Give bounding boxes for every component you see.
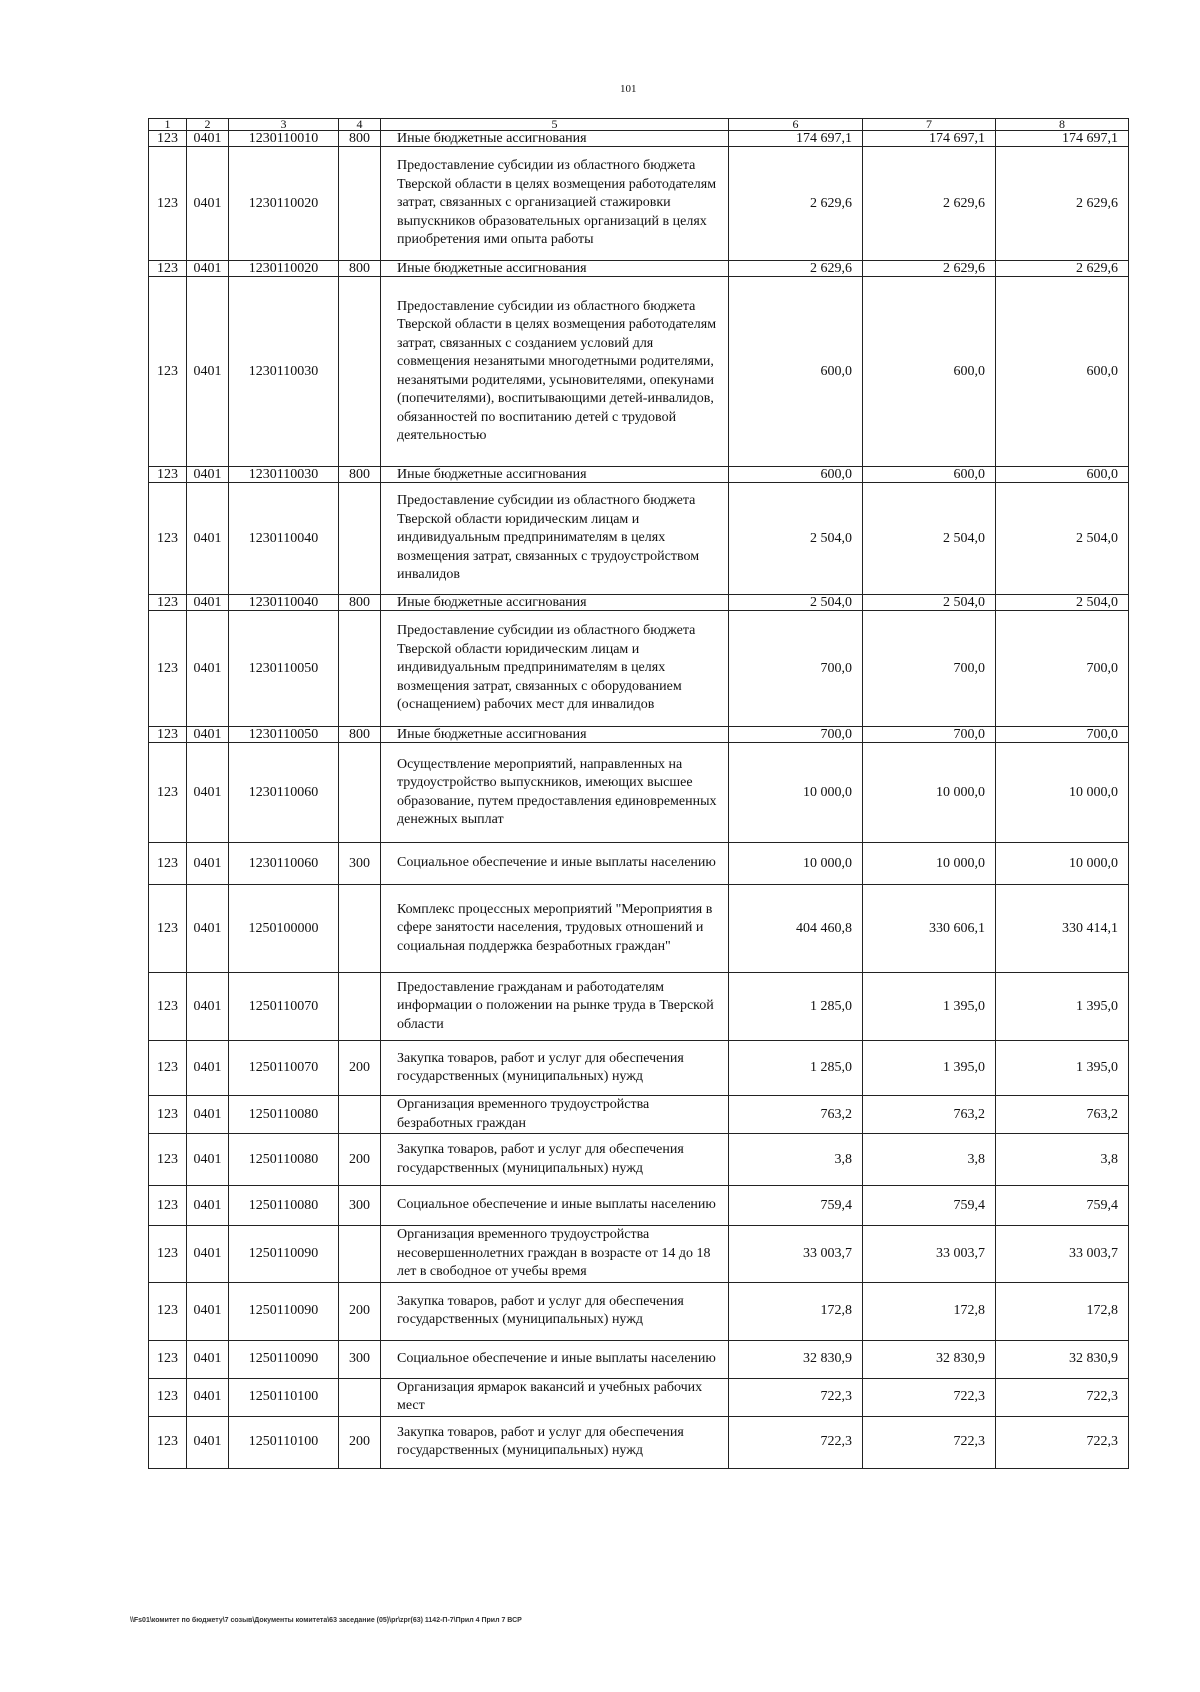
row-expense-type: 800 <box>339 595 381 611</box>
row-target-article: 1250110070 <box>229 1041 339 1096</box>
row-amount-year3: 2 629,6 <box>996 147 1129 261</box>
row-amount-year2: 759,4 <box>863 1186 996 1226</box>
row-target-article: 1250110080 <box>229 1186 339 1226</box>
row-amount-year2: 2 629,6 <box>863 147 996 261</box>
row-target-article: 1230110020 <box>229 147 339 261</box>
table-row <box>149 1226 1129 1283</box>
row-amount-year3: 700,0 <box>996 611 1129 727</box>
row-section-code: 0401 <box>187 277 229 467</box>
row-amount-year2: 700,0 <box>863 611 996 727</box>
row-amount-year3: 10 000,0 <box>996 743 1129 843</box>
row-expense-type: 300 <box>339 1186 381 1226</box>
row-amount-year3: 763,2 <box>996 1096 1129 1134</box>
row-section-code: 0401 <box>187 1226 229 1283</box>
col-header-2: 2 <box>187 119 229 131</box>
row-target-article: 1250110090 <box>229 1282 339 1340</box>
col-header-1: 1 <box>149 119 187 131</box>
row-target-article: 1230110050 <box>229 727 339 743</box>
row-description: Организация временного трудоустройства безработных граждан <box>381 1096 729 1134</box>
row-expense-type: 200 <box>339 1416 381 1468</box>
table-row <box>149 1041 1129 1096</box>
row-amount-year3: 330 414,1 <box>996 885 1129 973</box>
row-amount-year1: 174 697,1 <box>729 131 863 147</box>
row-gov-code: 123 <box>149 727 187 743</box>
table-row <box>149 1282 1129 1340</box>
row-expense-type: 200 <box>339 1282 381 1340</box>
row-section-code: 0401 <box>187 885 229 973</box>
row-amount-year2: 2 504,0 <box>863 595 996 611</box>
table-row <box>149 611 1129 727</box>
row-target-article: 1250110090 <box>229 1226 339 1283</box>
row-expense-type: 800 <box>339 727 381 743</box>
row-amount-year2: 600,0 <box>863 277 996 467</box>
row-amount-year2: 763,2 <box>863 1096 996 1134</box>
row-description: Предоставление субсидии из областного бюджета Тверской области в целях возмещения работодателям затрат, связанных с созданием условий для совмещения незанятыми многодетными родителями, незанятыми родителями, усыновителями, опекунами (попечителями), воспитывающими детей-инвалидов, обязанностей по воспитанию детей с трудовой деятельностью <box>381 277 729 467</box>
row-amount-year1: 759,4 <box>729 1186 863 1226</box>
row-amount-year2: 1 395,0 <box>863 1041 996 1096</box>
table-row <box>149 261 1129 277</box>
row-amount-year1: 722,3 <box>729 1416 863 1468</box>
row-amount-year1: 600,0 <box>729 277 863 467</box>
row-amount-year3: 2 504,0 <box>996 595 1129 611</box>
row-gov-code: 123 <box>149 147 187 261</box>
row-amount-year3: 2 629,6 <box>996 261 1129 277</box>
row-description: Комплекс процессных мероприятий "Мероприятия в сфере занятости населения, трудовых отношений и социальная поддержка безработных граждан" <box>381 885 729 973</box>
table-row <box>149 1134 1129 1186</box>
row-amount-year2: 1 395,0 <box>863 973 996 1041</box>
row-expense-type <box>339 743 381 843</box>
row-section-code: 0401 <box>187 843 229 885</box>
row-gov-code: 123 <box>149 483 187 595</box>
budget-table <box>148 118 1129 1469</box>
row-section-code: 0401 <box>187 1041 229 1096</box>
row-amount-year2: 330 606,1 <box>863 885 996 973</box>
row-section-code: 0401 <box>187 973 229 1041</box>
row-amount-year1: 600,0 <box>729 467 863 483</box>
row-expense-type <box>339 1378 381 1416</box>
row-amount-year1: 10 000,0 <box>729 743 863 843</box>
row-target-article: 1250110070 <box>229 973 339 1041</box>
row-amount-year3: 2 504,0 <box>996 483 1129 595</box>
column-number-row <box>149 119 1129 131</box>
row-amount-year1: 32 830,9 <box>729 1340 863 1378</box>
row-expense-type <box>339 277 381 467</box>
row-description: Закупка товаров, работ и услуг для обеспечения государственных (муниципальных) нужд <box>381 1134 729 1186</box>
row-description: Закупка товаров, работ и услуг для обеспечения государственных (муниципальных) нужд <box>381 1416 729 1468</box>
row-amount-year3: 10 000,0 <box>996 843 1129 885</box>
row-amount-year1: 10 000,0 <box>729 843 863 885</box>
row-amount-year2: 700,0 <box>863 727 996 743</box>
row-description: Иные бюджетные ассигнования <box>381 467 729 483</box>
row-section-code: 0401 <box>187 1340 229 1378</box>
row-gov-code: 123 <box>149 1226 187 1283</box>
row-section-code: 0401 <box>187 1378 229 1416</box>
row-section-code: 0401 <box>187 595 229 611</box>
row-expense-type: 200 <box>339 1134 381 1186</box>
row-amount-year2: 10 000,0 <box>863 743 996 843</box>
row-gov-code: 123 <box>149 277 187 467</box>
row-target-article: 1250100000 <box>229 885 339 973</box>
table-row <box>149 885 1129 973</box>
row-gov-code: 123 <box>149 1041 187 1096</box>
row-amount-year1: 2 504,0 <box>729 595 863 611</box>
row-expense-type: 800 <box>339 261 381 277</box>
col-header-4: 4 <box>339 119 381 131</box>
row-amount-year3: 33 003,7 <box>996 1226 1129 1283</box>
table-row <box>149 483 1129 595</box>
row-amount-year3: 32 830,9 <box>996 1340 1129 1378</box>
row-amount-year2: 33 003,7 <box>863 1226 996 1283</box>
row-target-article: 1250110080 <box>229 1134 339 1186</box>
row-expense-type: 300 <box>339 843 381 885</box>
row-section-code: 0401 <box>187 483 229 595</box>
table-row <box>149 843 1129 885</box>
row-description: Иные бюджетные ассигнования <box>381 131 729 147</box>
row-gov-code: 123 <box>149 1378 187 1416</box>
row-description: Предоставление субсидии из областного бюджета Тверской области юридическим лицам и индивидуальным предпринимателям в целях возмещения затрат, связанных с трудоустройством инвалидов <box>381 483 729 595</box>
table-row <box>149 131 1129 147</box>
row-expense-type: 300 <box>339 1340 381 1378</box>
row-amount-year1: 1 285,0 <box>729 1041 863 1096</box>
row-gov-code: 123 <box>149 595 187 611</box>
table-row <box>149 1186 1129 1226</box>
row-section-code: 0401 <box>187 1282 229 1340</box>
row-amount-year3: 759,4 <box>996 1186 1129 1226</box>
row-target-article: 1230110020 <box>229 261 339 277</box>
row-amount-year2: 32 830,9 <box>863 1340 996 1378</box>
table-row <box>149 1378 1129 1416</box>
row-section-code: 0401 <box>187 1096 229 1134</box>
row-section-code: 0401 <box>187 743 229 843</box>
col-header-3: 3 <box>229 119 339 131</box>
row-description: Осуществление мероприятий, направленных на трудоустройство выпускников, имеющих высшее образование, путем предоставления единовременных денежных выплат <box>381 743 729 843</box>
row-section-code: 0401 <box>187 467 229 483</box>
row-amount-year3: 174 697,1 <box>996 131 1129 147</box>
row-expense-type: 200 <box>339 1041 381 1096</box>
row-description: Предоставление субсидии из областного бюджета Тверской области в целях возмещения работодателям затрат, связанных с организацией стажировки выпускников образовательных организаций в целях приобретения ими опыта работы <box>381 147 729 261</box>
row-amount-year2: 172,8 <box>863 1282 996 1340</box>
row-amount-year3: 700,0 <box>996 727 1129 743</box>
col-header-5: 5 <box>381 119 729 131</box>
row-target-article: 1250110080 <box>229 1096 339 1134</box>
row-amount-year3: 3,8 <box>996 1134 1129 1186</box>
row-expense-type <box>339 1096 381 1134</box>
row-gov-code: 123 <box>149 1340 187 1378</box>
row-target-article: 1250110100 <box>229 1378 339 1416</box>
row-target-article: 1230110060 <box>229 843 339 885</box>
row-amount-year1: 3,8 <box>729 1134 863 1186</box>
table-row <box>149 973 1129 1041</box>
row-gov-code: 123 <box>149 467 187 483</box>
row-expense-type <box>339 147 381 261</box>
row-expense-type <box>339 973 381 1041</box>
row-description: Предоставление гражданам и работодателям информации о положении на рынке труда в Тверской области <box>381 973 729 1041</box>
row-gov-code: 123 <box>149 743 187 843</box>
row-amount-year3: 600,0 <box>996 467 1129 483</box>
row-amount-year1: 172,8 <box>729 1282 863 1340</box>
row-target-article: 1230110030 <box>229 467 339 483</box>
row-section-code: 0401 <box>187 727 229 743</box>
row-amount-year2: 3,8 <box>863 1134 996 1186</box>
table-row <box>149 277 1129 467</box>
row-section-code: 0401 <box>187 1186 229 1226</box>
row-target-article: 1230110050 <box>229 611 339 727</box>
row-expense-type <box>339 885 381 973</box>
row-description: Социальное обеспечение и иные выплаты населению <box>381 1186 729 1226</box>
row-expense-type <box>339 483 381 595</box>
row-description: Закупка товаров, работ и услуг для обеспечения государственных (муниципальных) нужд <box>381 1282 729 1340</box>
row-amount-year1: 2 629,6 <box>729 147 863 261</box>
row-amount-year2: 2 504,0 <box>863 483 996 595</box>
row-section-code: 0401 <box>187 147 229 261</box>
row-description: Иные бюджетные ассигнования <box>381 595 729 611</box>
row-target-article: 1230110010 <box>229 131 339 147</box>
table-row <box>149 1096 1129 1134</box>
table-row <box>149 147 1129 261</box>
row-target-article: 1230110060 <box>229 743 339 843</box>
table-row <box>149 727 1129 743</box>
row-section-code: 0401 <box>187 1134 229 1186</box>
row-gov-code: 123 <box>149 1096 187 1134</box>
row-gov-code: 123 <box>149 1134 187 1186</box>
row-expense-type <box>339 1226 381 1283</box>
row-amount-year1: 2 629,6 <box>729 261 863 277</box>
col-header-6: 6 <box>729 119 863 131</box>
row-amount-year3: 1 395,0 <box>996 973 1129 1041</box>
row-amount-year3: 172,8 <box>996 1282 1129 1340</box>
row-description: Социальное обеспечение и иные выплаты населению <box>381 843 729 885</box>
row-gov-code: 123 <box>149 973 187 1041</box>
table-row <box>149 743 1129 843</box>
row-amount-year2: 10 000,0 <box>863 843 996 885</box>
row-expense-type: 800 <box>339 467 381 483</box>
row-gov-code: 123 <box>149 1416 187 1468</box>
row-section-code: 0401 <box>187 1416 229 1468</box>
row-amount-year1: 2 504,0 <box>729 483 863 595</box>
row-gov-code: 123 <box>149 611 187 727</box>
row-amount-year2: 2 629,6 <box>863 261 996 277</box>
row-gov-code: 123 <box>149 885 187 973</box>
row-amount-year1: 33 003,7 <box>729 1226 863 1283</box>
row-gov-code: 123 <box>149 131 187 147</box>
row-expense-type <box>339 611 381 727</box>
footer-file-path: \\Fs01\комитет по бюджету\7 созыв\Документы комитета\63 заседание (05)\pr\zpr(63) 1142-П-7\Прил 4 Прил 7 ВСР <box>130 1617 522 1624</box>
row-amount-year1: 404 460,8 <box>729 885 863 973</box>
page-number: 101 <box>620 83 637 95</box>
row-target-article: 1230110040 <box>229 483 339 595</box>
row-description: Социальное обеспечение и иные выплаты населению <box>381 1340 729 1378</box>
row-expense-type: 800 <box>339 131 381 147</box>
row-amount-year2: 174 697,1 <box>863 131 996 147</box>
table-row <box>149 1416 1129 1468</box>
row-amount-year2: 600,0 <box>863 467 996 483</box>
row-section-code: 0401 <box>187 611 229 727</box>
row-description: Предоставление субсидии из областного бюджета Тверской области юридическим лицам и индивидуальным предпринимателям в целях возмещения затрат, связанных с оборудованием (оснащением) рабочих мест для инвалидов <box>381 611 729 727</box>
row-amount-year1: 763,2 <box>729 1096 863 1134</box>
table-row <box>149 595 1129 611</box>
row-target-article: 1250110100 <box>229 1416 339 1468</box>
row-amount-year3: 1 395,0 <box>996 1041 1129 1096</box>
table-row <box>149 467 1129 483</box>
table-row <box>149 1340 1129 1378</box>
row-section-code: 0401 <box>187 261 229 277</box>
row-amount-year1: 722,3 <box>729 1378 863 1416</box>
row-target-article: 1230110040 <box>229 595 339 611</box>
row-amount-year3: 722,3 <box>996 1378 1129 1416</box>
row-gov-code: 123 <box>149 261 187 277</box>
row-amount-year1: 700,0 <box>729 611 863 727</box>
row-description: Закупка товаров, работ и услуг для обеспечения государственных (муниципальных) нужд <box>381 1041 729 1096</box>
col-header-8: 8 <box>996 119 1129 131</box>
row-description: Организация ярмарок вакансий и учебных рабочих мест <box>381 1378 729 1416</box>
row-description: Организация временного трудоустройства несовершеннолетних граждан в возрасте от 14 до 18 лет в свободное от учебы время <box>381 1226 729 1283</box>
row-description: Иные бюджетные ассигнования <box>381 727 729 743</box>
row-section-code: 0401 <box>187 131 229 147</box>
row-gov-code: 123 <box>149 843 187 885</box>
row-target-article: 1230110030 <box>229 277 339 467</box>
col-header-7: 7 <box>863 119 996 131</box>
row-description: Иные бюджетные ассигнования <box>381 261 729 277</box>
row-amount-year1: 1 285,0 <box>729 973 863 1041</box>
row-amount-year3: 722,3 <box>996 1416 1129 1468</box>
row-gov-code: 123 <box>149 1282 187 1340</box>
row-amount-year3: 600,0 <box>996 277 1129 467</box>
row-amount-year1: 700,0 <box>729 727 863 743</box>
row-amount-year2: 722,3 <box>863 1378 996 1416</box>
row-target-article: 1250110090 <box>229 1340 339 1378</box>
row-amount-year2: 722,3 <box>863 1416 996 1468</box>
row-gov-code: 123 <box>149 1186 187 1226</box>
